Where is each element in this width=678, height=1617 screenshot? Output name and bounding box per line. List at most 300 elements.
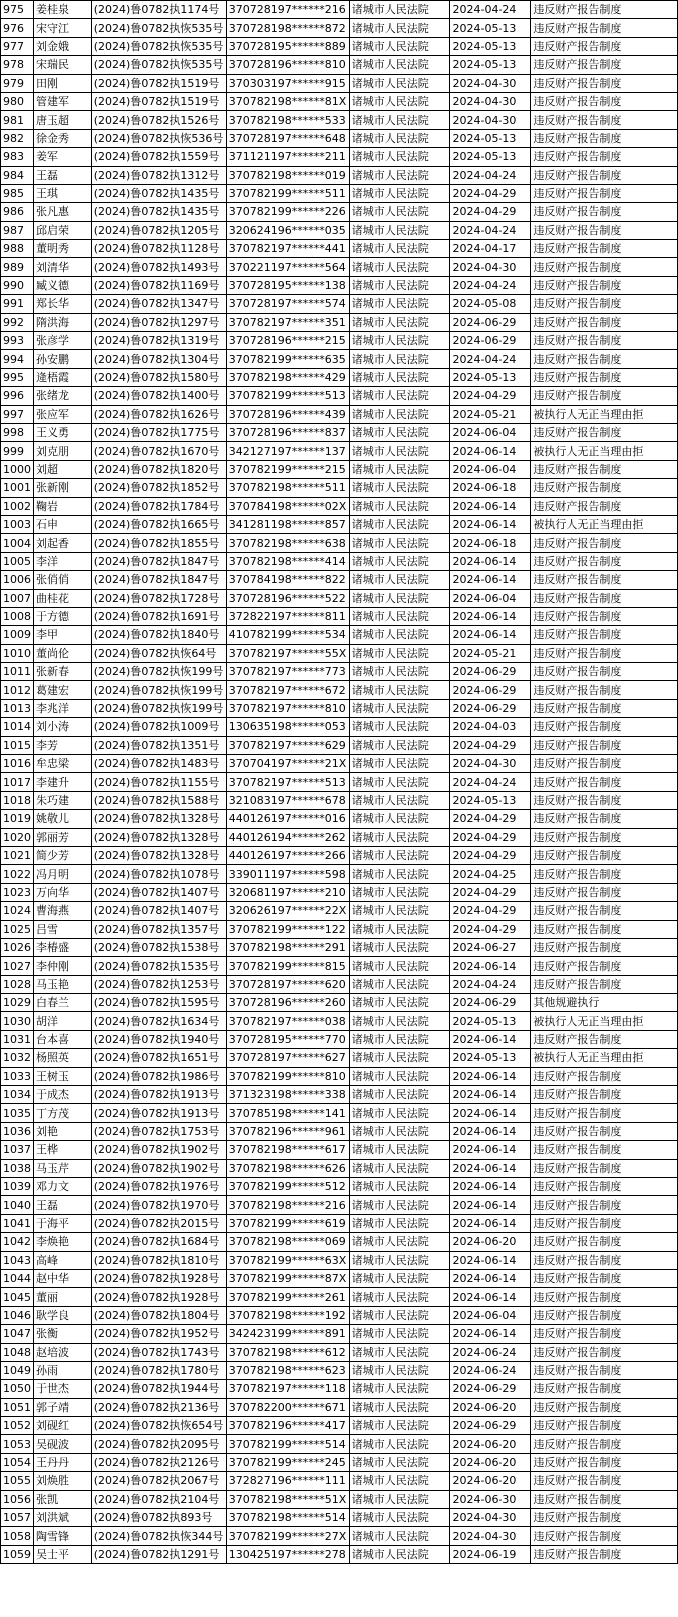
row-number-cell: 1016 [1,755,34,773]
court-cell: 诸城市人民法院 [349,681,450,699]
date-cell: 2024-04-17 [450,240,531,258]
name-cell: 张新春 [34,663,92,681]
table-row [1,938,678,956]
case-number-cell: (2024)鲁0782执恢654号 [91,1417,226,1435]
row-number-cell: 986 [1,203,34,221]
court-cell: 诸城市人民法院 [349,571,450,589]
case-number-cell: (2024)鲁0782执1928号 [91,1269,226,1287]
reason-cell: 违反财产报告制度 [531,938,678,956]
table-row [1,1509,678,1527]
table-row [1,1472,678,1490]
table-row [1,828,678,846]
reason-cell: 违反财产报告制度 [531,460,678,478]
name-cell: 陶雪锋 [34,1527,92,1545]
date-cell: 2024-06-14 [450,1104,531,1122]
reason-cell: 违反财产报告制度 [531,902,678,920]
name-cell: 唐玉超 [34,111,92,129]
name-cell: 宋守江 [34,19,92,37]
reason-cell: 违反财产报告制度 [531,1325,678,1343]
court-cell: 诸城市人民法院 [349,1122,450,1140]
row-number-cell: 995 [1,368,34,386]
court-cell: 诸城市人民法院 [349,902,450,920]
date-cell: 2024-06-14 [450,1251,531,1269]
court-cell: 诸城市人民法院 [349,497,450,515]
name-cell: 葛建宏 [34,681,92,699]
court-cell: 诸城市人民法院 [349,37,450,55]
date-cell: 2024-06-14 [450,626,531,644]
case-number-cell: (2024)鲁0782执1684号 [91,1233,226,1251]
table-row [1,19,678,37]
court-cell: 诸城市人民法院 [349,442,450,460]
date-cell: 2024-04-29 [450,828,531,846]
row-number-cell: 991 [1,295,34,313]
name-cell: 田刚 [34,74,92,92]
reason-cell: 违反财产报告制度 [531,19,678,37]
date-cell: 2024-04-30 [450,111,531,129]
case-number-cell: (2024)鲁0782执1435号 [91,203,226,221]
name-cell: 刘超 [34,460,92,478]
name-cell: 胡洋 [34,1012,92,1030]
table-row [1,1251,678,1269]
case-number-cell: (2024)鲁0782执1902号 [91,1159,226,1177]
name-cell: 张彦学 [34,332,92,350]
table-row [1,718,678,736]
table-row [1,1,678,19]
row-number-cell: 1017 [1,773,34,791]
case-number-cell: (2024)鲁0782执1435号 [91,184,226,202]
court-cell: 诸城市人民法院 [349,258,450,276]
id-number-cell: 130425197******278 [226,1545,349,1563]
row-number-cell: 1024 [1,902,34,920]
id-number-cell: 370782197******55X [226,644,349,662]
table-row [1,902,678,920]
row-number-cell: 1040 [1,1196,34,1214]
row-number-cell: 1000 [1,460,34,478]
row-number-cell: 1035 [1,1104,34,1122]
id-number-cell: 370782199******810 [226,1067,349,1085]
id-number-cell: 370782198******429 [226,368,349,386]
name-cell: 杨照英 [34,1049,92,1067]
court-cell: 诸城市人民法院 [349,1325,450,1343]
name-cell: 李仲刚 [34,957,92,975]
table-row [1,1196,678,1214]
date-cell: 2024-06-29 [450,663,531,681]
date-cell: 2024-05-13 [450,37,531,55]
reason-cell: 违反财产报告制度 [531,1104,678,1122]
row-number-cell: 998 [1,423,34,441]
date-cell: 2024-04-30 [450,1509,531,1527]
id-number-cell: 370782198******612 [226,1343,349,1361]
table-row [1,1122,678,1140]
name-cell: 郭丽芳 [34,828,92,846]
id-number-cell: 370782197******118 [226,1380,349,1398]
case-number-cell: (2024)鲁0782执1775号 [91,423,226,441]
name-cell: 管建军 [34,92,92,110]
name-cell: 孙安鹏 [34,350,92,368]
date-cell: 2024-06-19 [450,1545,531,1563]
table-row [1,1086,678,1104]
court-cell: 诸城市人民法院 [349,1527,450,1545]
case-number-cell: (2024)鲁0782执1319号 [91,332,226,350]
name-cell: 冯月明 [34,865,92,883]
id-number-cell: 370728197******648 [226,129,349,147]
table-row [1,589,678,607]
date-cell: 2024-04-30 [450,258,531,276]
court-cell: 诸城市人民法院 [349,1067,450,1085]
row-number-cell: 1054 [1,1453,34,1471]
court-cell: 诸城市人民法院 [349,736,450,754]
reason-cell: 违反财产报告制度 [531,497,678,515]
case-number-cell: (2024)鲁0782执1651号 [91,1049,226,1067]
reason-cell: 违反财产报告制度 [531,184,678,202]
reason-cell: 违反财产报告制度 [531,644,678,662]
id-number-cell: 440126194******262 [226,828,349,846]
id-number-cell: 321083197******678 [226,791,349,809]
case-number-cell: (2024)鲁0782执1691号 [91,607,226,625]
court-cell: 诸城市人民法院 [349,1398,450,1416]
id-number-cell: 370782197******351 [226,313,349,331]
court-cell: 诸城市人民法院 [349,148,450,166]
row-number-cell: 1057 [1,1509,34,1527]
case-number-cell: (2024)鲁0782执1519号 [91,74,226,92]
reason-cell: 违反财产报告制度 [531,350,678,368]
case-number-cell: (2024)鲁0782执1304号 [91,350,226,368]
name-cell: 马玉芹 [34,1159,92,1177]
reason-cell: 违反财产报告制度 [531,1269,678,1287]
date-cell: 2024-06-14 [450,1288,531,1306]
court-cell: 诸城市人民法院 [349,129,450,147]
id-number-cell: 370782197******629 [226,736,349,754]
case-number-cell: (2024)鲁0782执1526号 [91,111,226,129]
date-cell: 2024-05-13 [450,368,531,386]
name-cell: 李洋 [34,552,92,570]
name-cell: 张凯 [34,1490,92,1508]
case-number-cell: (2024)鲁0782执1913号 [91,1104,226,1122]
reason-cell: 违反财产报告制度 [531,313,678,331]
court-cell: 诸城市人民法院 [349,1453,450,1471]
name-cell: 于世杰 [34,1380,92,1398]
id-number-cell: 370728196******260 [226,994,349,1012]
name-cell: 台本喜 [34,1030,92,1048]
row-number-cell: 1047 [1,1325,34,1343]
reason-cell: 违反财产报告制度 [531,1472,678,1490]
court-cell: 诸城市人民法院 [349,663,450,681]
row-number-cell: 990 [1,276,34,294]
name-cell: 隋洪海 [34,313,92,331]
court-cell: 诸城市人民法院 [349,975,450,993]
case-number-cell: (2024)鲁0782执1538号 [91,938,226,956]
case-number-cell: (2024)鲁0782执2104号 [91,1490,226,1508]
table-row [1,810,678,828]
case-number-cell: (2024)鲁0782执1810号 [91,1251,226,1269]
case-number-cell: (2024)鲁0782执1852号 [91,479,226,497]
date-cell: 2024-04-03 [450,718,531,736]
case-number-cell: (2024)鲁0782执1357号 [91,920,226,938]
id-number-cell: 410782199******534 [226,626,349,644]
row-number-cell: 1041 [1,1214,34,1232]
id-number-cell: 371121197******211 [226,148,349,166]
id-number-cell: 370782197******513 [226,773,349,791]
table-row [1,755,678,773]
reason-cell: 违反财产报告制度 [531,1030,678,1048]
court-cell: 诸城市人民法院 [349,865,450,883]
row-number-cell: 1030 [1,1012,34,1030]
table-row [1,1104,678,1122]
id-number-cell: 370782198******638 [226,534,349,552]
table-row [1,442,678,460]
table-row [1,1141,678,1159]
court-cell: 诸城市人民法院 [349,534,450,552]
id-number-cell: 370728196******439 [226,405,349,423]
date-cell: 2024-05-13 [450,148,531,166]
id-number-cell: 370728195******770 [226,1030,349,1048]
name-cell: 张俏俏 [34,571,92,589]
case-number-cell: (2024)鲁0782执1174号 [91,1,226,19]
id-number-cell: 320626197******22X [226,902,349,920]
table-row [1,1361,678,1379]
date-cell: 2024-06-14 [450,1067,531,1085]
reason-cell: 违反财产报告制度 [531,810,678,828]
case-number-cell: (2024)鲁0782执1400号 [91,387,226,405]
row-number-cell: 1001 [1,479,34,497]
row-number-cell: 1036 [1,1122,34,1140]
row-number-cell: 1043 [1,1251,34,1269]
row-number-cell: 985 [1,184,34,202]
court-cell: 诸城市人民法院 [349,74,450,92]
id-number-cell: 440126197******016 [226,810,349,828]
id-number-cell: 370782197******773 [226,663,349,681]
id-number-cell: 440126197******266 [226,846,349,864]
date-cell: 2024-04-29 [450,846,531,864]
case-number-cell: (2024)鲁0782执1928号 [91,1288,226,1306]
reason-cell: 违反财产报告制度 [531,1159,678,1177]
case-number-cell: (2024)鲁0782执恢536号 [91,129,226,147]
case-number-cell: (2024)鲁0782执1588号 [91,791,226,809]
row-number-cell: 975 [1,1,34,19]
case-number-cell: (2024)鲁0782执1169号 [91,276,226,294]
row-number-cell: 1021 [1,846,34,864]
date-cell: 2024-06-29 [450,994,531,1012]
table-row [1,74,678,92]
date-cell: 2024-06-14 [450,607,531,625]
id-number-cell: 370728198******872 [226,19,349,37]
table-row [1,37,678,55]
case-number-cell: (2024)鲁0782执1634号 [91,1012,226,1030]
table-row [1,736,678,754]
reason-cell: 违反财产报告制度 [531,534,678,552]
id-number-cell: 370782198******511 [226,479,349,497]
row-number-cell: 1051 [1,1398,34,1416]
court-cell: 诸城市人民法院 [349,1049,450,1067]
row-number-cell: 982 [1,129,34,147]
date-cell: 2024-06-14 [450,1030,531,1048]
row-number-cell: 1010 [1,644,34,662]
name-cell: 李椿盛 [34,938,92,956]
date-cell: 2024-04-29 [450,810,531,828]
court-cell: 诸城市人民法院 [349,221,450,239]
court-cell: 诸城市人民法院 [349,1233,450,1251]
table-row [1,571,678,589]
date-cell: 2024-04-29 [450,736,531,754]
date-cell: 2024-06-24 [450,1361,531,1379]
table-row [1,975,678,993]
reason-cell: 违反财产报告制度 [531,663,678,681]
court-cell: 诸城市人民法院 [349,1214,450,1232]
date-cell: 2024-04-24 [450,221,531,239]
date-cell: 2024-06-20 [450,1233,531,1251]
table-row [1,515,678,533]
table-row [1,663,678,681]
court-cell: 诸城市人民法院 [349,1288,450,1306]
reason-cell: 被执行人无正当理由拒 [531,442,678,460]
table-row [1,644,678,662]
row-number-cell: 1002 [1,497,34,515]
row-number-cell: 1048 [1,1343,34,1361]
case-number-cell: (2024)鲁0782执1902号 [91,1141,226,1159]
date-cell: 2024-06-14 [450,571,531,589]
id-number-cell: 370782199******619 [226,1214,349,1232]
table-row [1,203,678,221]
court-cell: 诸城市人民法院 [349,184,450,202]
court-cell: 诸城市人民法院 [349,56,450,74]
row-number-cell: 999 [1,442,34,460]
name-cell: 张新刚 [34,479,92,497]
table-row [1,129,678,147]
table-row [1,1380,678,1398]
table-body [1,1,678,1564]
name-cell: 王磊 [34,1196,92,1214]
reason-cell: 违反财产报告制度 [531,1251,678,1269]
row-number-cell: 1027 [1,957,34,975]
date-cell: 2024-06-18 [450,534,531,552]
court-cell: 诸城市人民法院 [349,755,450,773]
reason-cell: 违反财产报告制度 [531,626,678,644]
row-number-cell: 1020 [1,828,34,846]
date-cell: 2024-06-14 [450,1196,531,1214]
table-row [1,258,678,276]
case-number-cell: (2024)鲁0782执1580号 [91,368,226,386]
row-number-cell: 1049 [1,1361,34,1379]
date-cell: 2024-04-29 [450,920,531,938]
id-number-cell: 320624196******035 [226,221,349,239]
reason-cell: 被执行人无正当理由拒 [531,515,678,533]
case-number-cell: (2024)鲁0782执1328号 [91,810,226,828]
id-number-cell: 339011197******598 [226,865,349,883]
date-cell: 2024-06-14 [450,1122,531,1140]
reason-cell: 违反财产报告制度 [531,1,678,19]
case-number-cell: (2024)鲁0782执2095号 [91,1435,226,1453]
row-number-cell: 1022 [1,865,34,883]
row-number-cell: 1007 [1,589,34,607]
reason-cell: 违反财产报告制度 [531,129,678,147]
id-number-cell: 370782197******810 [226,699,349,717]
date-cell: 2024-06-14 [450,1178,531,1196]
date-cell: 2024-05-21 [450,405,531,423]
case-number-cell: (2024)鲁0782执恢344号 [91,1527,226,1545]
name-cell: 赵培波 [34,1343,92,1361]
id-number-cell: 370782197******441 [226,240,349,258]
id-number-cell: 371323198******338 [226,1086,349,1104]
name-cell: 王义勇 [34,423,92,441]
court-cell: 诸城市人民法院 [349,773,450,791]
reason-cell: 违反财产报告制度 [531,699,678,717]
row-number-cell: 1033 [1,1067,34,1085]
row-number-cell: 984 [1,166,34,184]
case-number-cell: (2024)鲁0782执1780号 [91,1361,226,1379]
row-number-cell: 979 [1,74,34,92]
case-number-cell: (2024)鲁0782执恢535号 [91,37,226,55]
court-cell: 诸城市人民法院 [349,957,450,975]
name-cell: 牟忠梁 [34,755,92,773]
court-cell: 诸城市人民法院 [349,240,450,258]
table-row [1,846,678,864]
table-row [1,699,678,717]
id-number-cell: 370782198******019 [226,166,349,184]
name-cell: 赵中华 [34,1269,92,1287]
reason-cell: 违反财产报告制度 [531,74,678,92]
court-cell: 诸城市人民法院 [349,846,450,864]
name-cell: 姜桂泉 [34,1,92,19]
row-number-cell: 1018 [1,791,34,809]
case-number-cell: (2024)鲁0782执1855号 [91,534,226,552]
case-number-cell: (2024)鲁0782执1940号 [91,1030,226,1048]
row-number-cell: 1034 [1,1086,34,1104]
id-number-cell: 370782198******81X [226,92,349,110]
reason-cell: 违反财产报告制度 [531,1545,678,1563]
name-cell: 逄梧霞 [34,368,92,386]
name-cell: 刘小涛 [34,718,92,736]
id-number-cell: 341281198******857 [226,515,349,533]
id-number-cell: 370782199******261 [226,1288,349,1306]
reason-cell: 违反财产报告制度 [531,1086,678,1104]
reason-cell: 被执行人无正当理由拒 [531,1012,678,1030]
name-cell: 刘焕胜 [34,1472,92,1490]
id-number-cell: 370782198******514 [226,1509,349,1527]
name-cell: 张应军 [34,405,92,423]
id-number-cell: 370728197******216 [226,1,349,19]
reason-cell: 违反财产报告制度 [531,1067,678,1085]
reason-cell: 违反财产报告制度 [531,240,678,258]
reason-cell: 违反财产报告制度 [531,423,678,441]
reason-cell: 违反财产报告制度 [531,607,678,625]
date-cell: 2024-06-14 [450,1141,531,1159]
date-cell: 2024-06-04 [450,423,531,441]
date-cell: 2024-06-29 [450,332,531,350]
id-number-cell: 370303197******915 [226,74,349,92]
reason-cell: 违反财产报告制度 [531,846,678,864]
court-cell: 诸城市人民法院 [349,111,450,129]
date-cell: 2024-06-24 [450,1343,531,1361]
court-cell: 诸城市人民法院 [349,1361,450,1379]
id-number-cell: 342127197******137 [226,442,349,460]
table-row [1,1233,678,1251]
court-cell: 诸城市人民法院 [349,295,450,313]
name-cell: 刘艳 [34,1122,92,1140]
row-number-cell: 992 [1,313,34,331]
reason-cell: 违反财产报告制度 [531,865,678,883]
table-row [1,92,678,110]
id-number-cell: 370782199******514 [226,1435,349,1453]
name-cell: 吴砚波 [34,1435,92,1453]
id-number-cell: 370782197******038 [226,1012,349,1030]
date-cell: 2024-06-14 [450,1214,531,1232]
reason-cell: 违反财产报告制度 [531,148,678,166]
court-cell: 诸城市人民法院 [349,460,450,478]
name-cell: 郭子靖 [34,1398,92,1416]
case-number-cell: (2024)鲁0782执1009号 [91,718,226,736]
reason-cell: 违反财产报告制度 [531,1178,678,1196]
case-number-cell: (2024)鲁0782执1351号 [91,736,226,754]
